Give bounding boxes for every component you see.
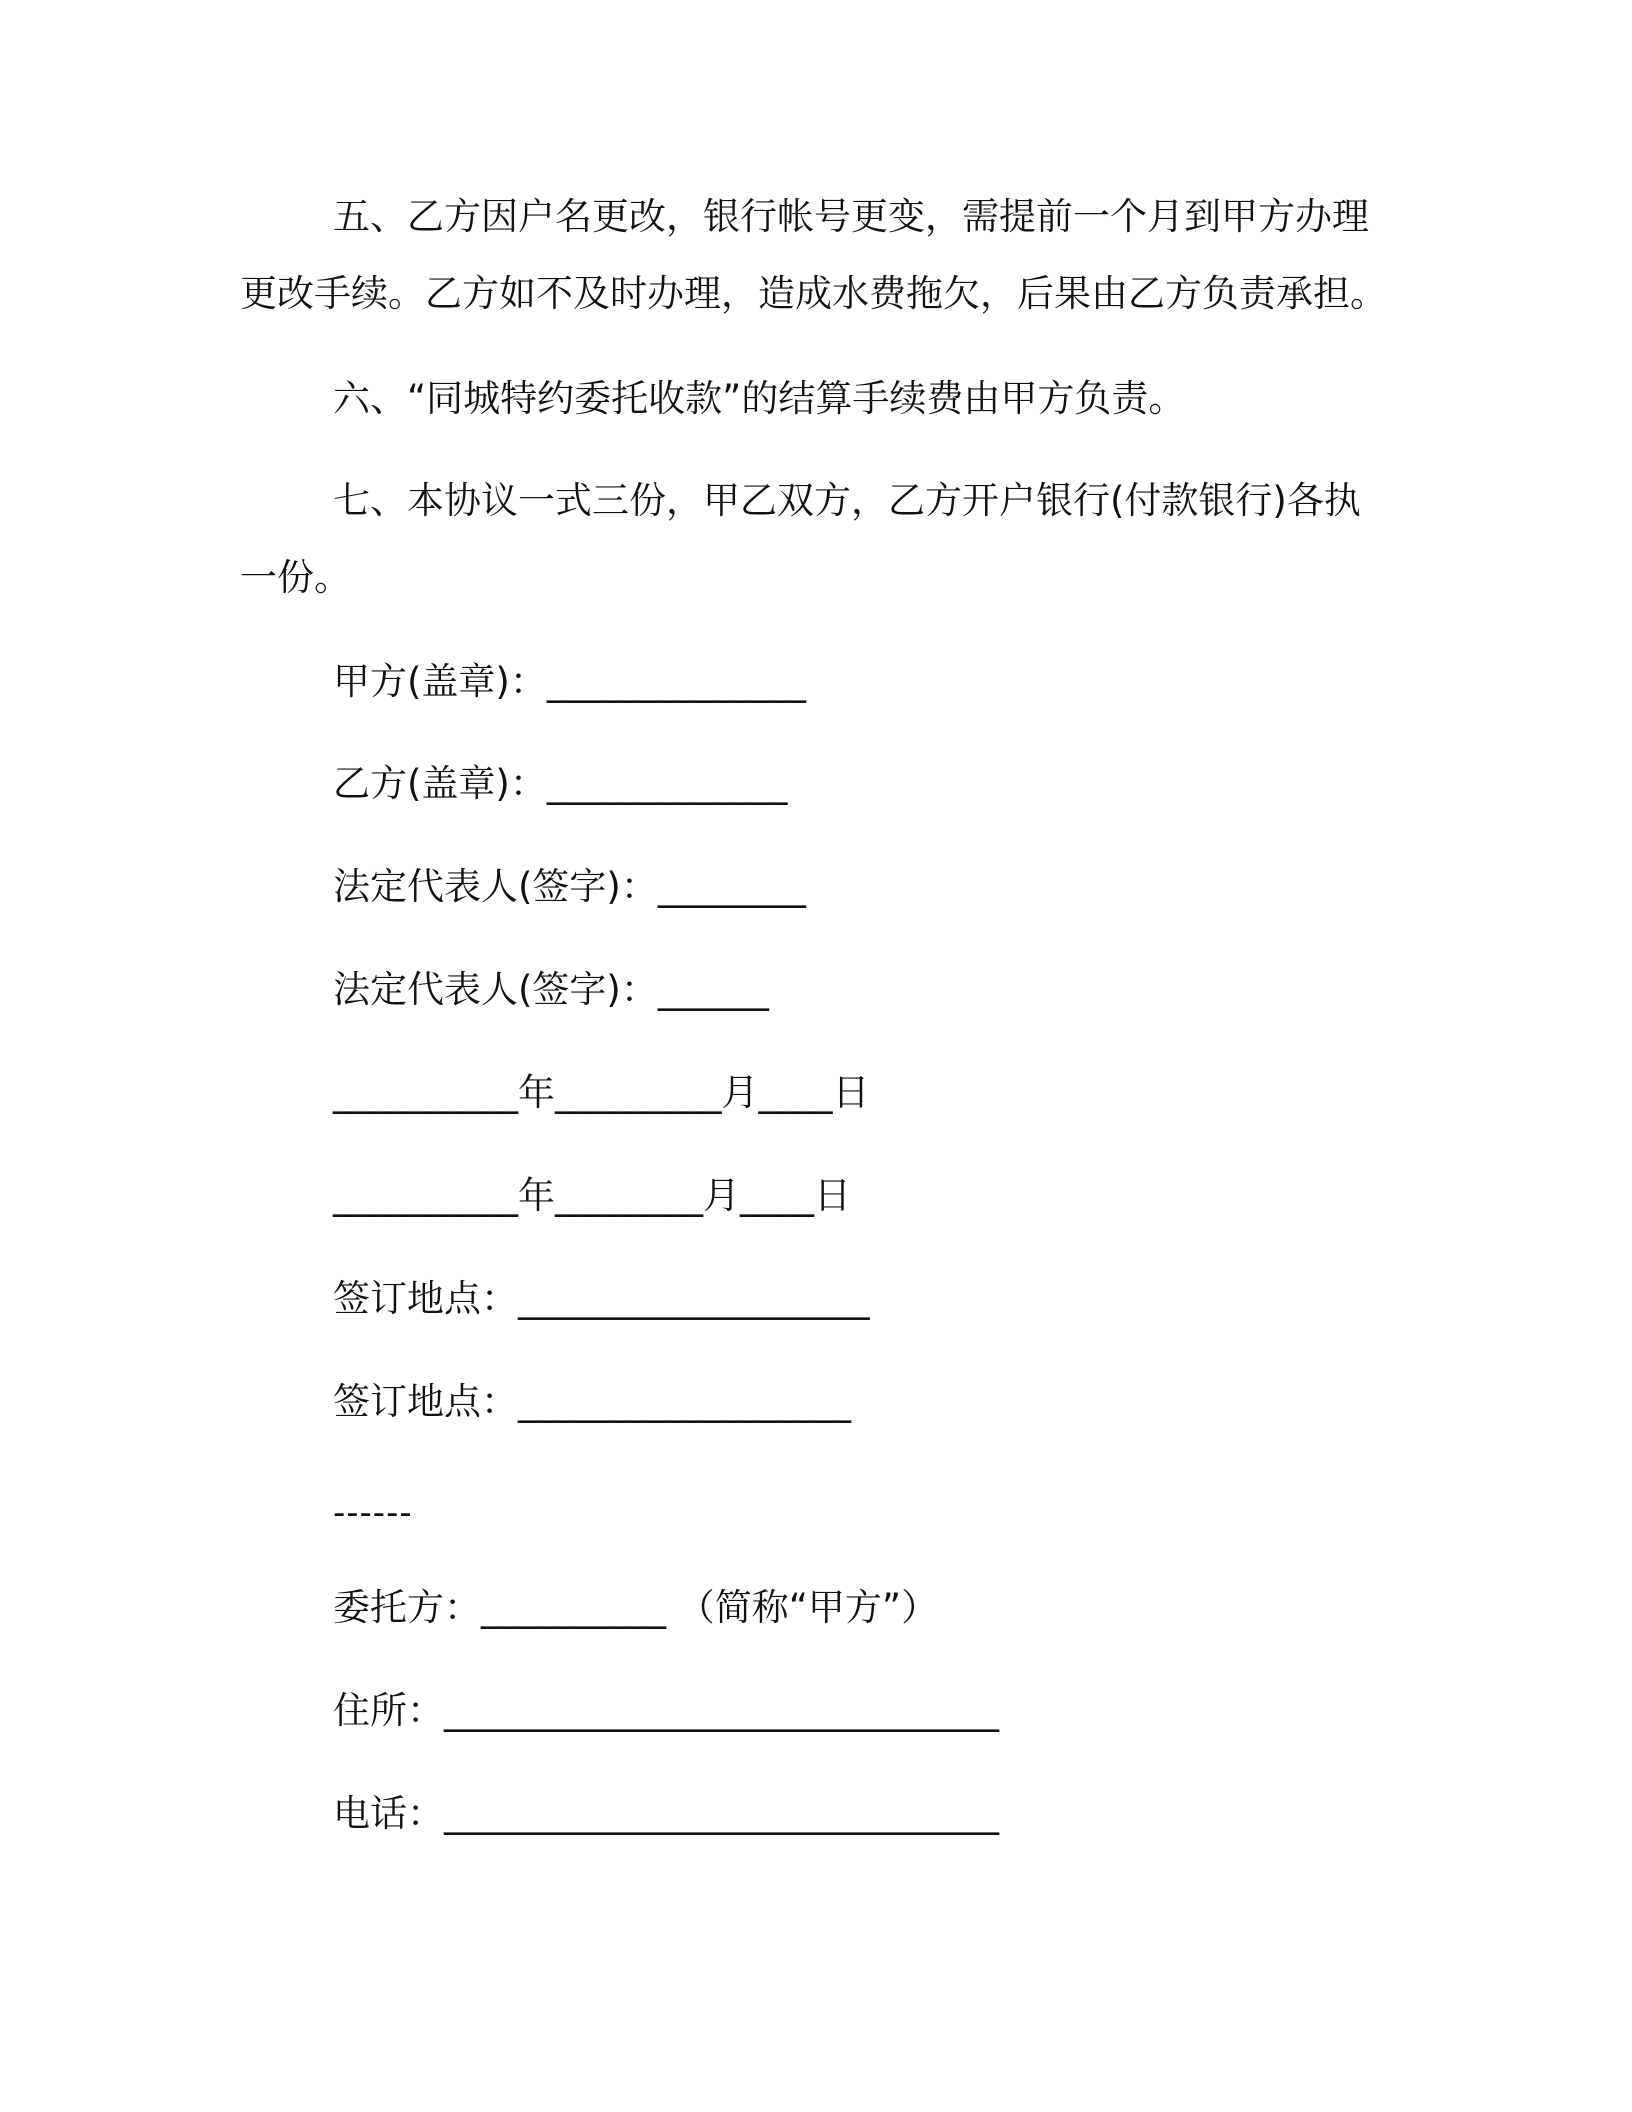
legal-rep-signature-field-2: 法定代表人(签字)：______	[333, 968, 769, 1011]
clause-7-line-2: 一份。	[240, 556, 351, 599]
clause-5-line-2: 更改手续。乙方如不及时办理，造成水费拖欠，后果由乙方负责承担。	[240, 272, 1387, 315]
signing-place-field-1: 签订地点：___________________	[333, 1277, 870, 1320]
date-field-2: __________年________月____日	[333, 1174, 851, 1217]
clause-5-line-1: 五、乙方因户名更改，银行帐号更变，需提前一个月到甲方办理	[333, 195, 1369, 238]
phone-field: 电话：______________________________	[333, 1792, 999, 1835]
clause-7-line-1: 七、本协议一式三份，甲乙双方，乙方开户银行(付款银行)各执	[333, 479, 1361, 522]
party-a-seal-field: 甲方(盖章)：______________	[333, 660, 806, 703]
document-separator: ------	[333, 1493, 413, 1533]
client-field: 委托方：__________ （简称“甲方”）	[333, 1586, 939, 1629]
party-b-seal-field: 乙方(盖章)：_____________	[333, 762, 788, 805]
signing-place-field-2: 签订地点：__________________	[333, 1380, 851, 1423]
clause-6: 六、“同城特约委托收款”的结算手续费由甲方负责。	[333, 377, 1186, 420]
address-field: 住所：______________________________	[333, 1689, 999, 1732]
legal-rep-signature-field-1: 法定代表人(签字)：________	[333, 865, 806, 908]
date-field-1: __________年_________月____日	[333, 1071, 870, 1114]
